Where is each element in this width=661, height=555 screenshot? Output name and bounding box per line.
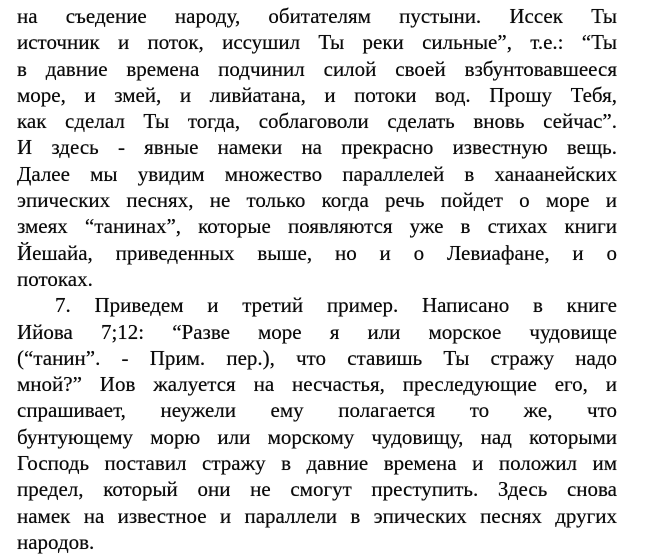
text-line: потоках. bbox=[17, 266, 93, 291]
text-line: эпических песнях, не только когда речь пойдет о море и bbox=[17, 188, 617, 213]
text-line: спрашивает, неужели ему полагается то же, что bbox=[17, 398, 617, 423]
text-line: бунтующему морю или морскому чудовищу, над которыми bbox=[17, 424, 617, 449]
text-line: И здесь - явные намеки на прекрасно известную вещь. bbox=[17, 135, 617, 160]
text-line: в давние времена подчинил силой своей взбунтовавшееся bbox=[17, 56, 617, 81]
text-line: Далее мы увидим множество параллелей в ханаанейских bbox=[17, 161, 617, 186]
text-line: мной?” Иов жалуется на несчастья, преследующие его, и bbox=[17, 372, 617, 397]
text-line: (“танин”. - Прим. пер.), что ставишь Ты стражу надо bbox=[17, 345, 617, 370]
text-line: Ийова 7;12: “Разве море я или морское чудовище bbox=[17, 319, 617, 344]
text-line: предел, который они не смогут преступить. Здесь снова bbox=[17, 477, 617, 502]
text-line: Господь поставил стражу в давние времена и положил им bbox=[17, 451, 617, 476]
text-line: народов. bbox=[17, 529, 95, 554]
text-line: море, и змей, и ливйатана, и потоки вод. Прошу Тебя, bbox=[17, 82, 617, 107]
text-line: источник и поток, иссушил Ты реки сильные”, т.е.: “Ты bbox=[17, 30, 617, 55]
paragraph-example-7 bbox=[17, 292, 617, 555]
paragraph-continuation bbox=[17, 3, 617, 292]
text-line: на съедение народу, обитателям пустыни. Иссек Ты bbox=[17, 4, 617, 28]
text-line: Йешайа, приведенных выше, но и о Левиафане, и о bbox=[17, 240, 617, 265]
text-line: как сделал Ты тогда, соблаговоли сделать вновь сейчас”. bbox=[17, 109, 617, 134]
text-line: 7. Приведем и третий пример. Написано в книге bbox=[55, 293, 617, 318]
text-line: змеях “танинах”, которые появляются уже в стихах книги bbox=[17, 214, 617, 239]
text-line: намек на известное и параллели в эпических песнях других bbox=[17, 503, 617, 528]
